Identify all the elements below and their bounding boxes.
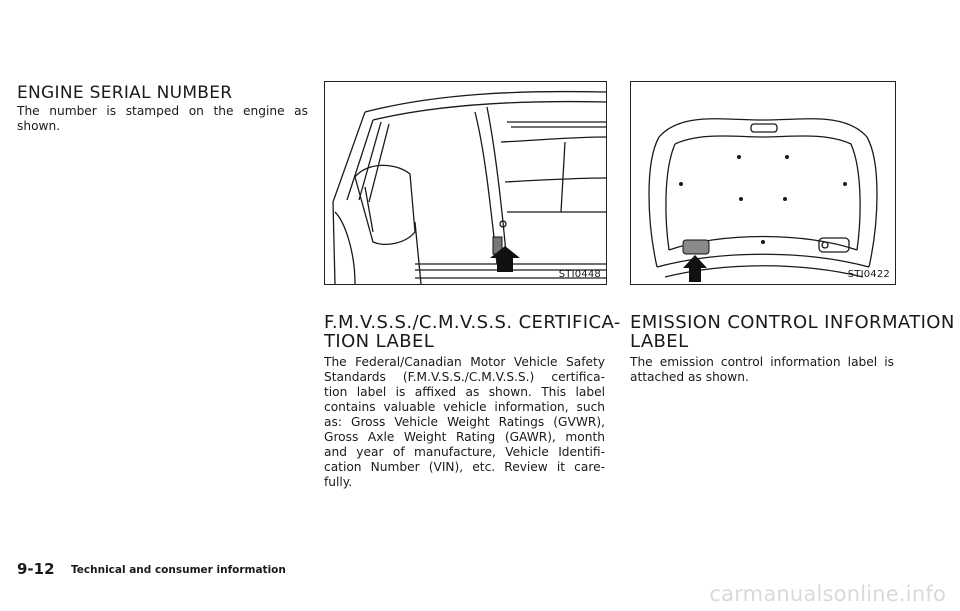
fmvss-line: cation Number (VIN), etc. Review it care- (324, 460, 605, 474)
fmvss-line: Gross Axle Weight Rating (GAWR), month (324, 430, 605, 444)
hood-figure (630, 81, 896, 285)
fmvss-heading-line: F.M.V.S.S./C.M.V.S.S. CERTIFICA- (324, 312, 621, 333)
section-title: Technical and consumer information (71, 564, 286, 576)
door-jamb-figure (324, 81, 607, 285)
page-number: 9-12 (17, 560, 55, 578)
hood-figure-code: STI0422 (847, 269, 890, 280)
emission-text (630, 355, 894, 385)
fmvss-line: Standards (F.M.V.S.S./C.M.V.S.S.) certifica- (324, 370, 605, 384)
engine-serial-line: The number is stamped on the engine as (17, 104, 308, 118)
fmvss-line: as: Gross Vehicle Weight Ratings (GVWR), (324, 415, 605, 429)
emission-heading-line: EMISSION CONTROL INFORMATION (630, 312, 955, 333)
fmvss-heading-line: TION LABEL (324, 331, 435, 352)
door-figure-code: STI0448 (558, 269, 601, 280)
fmvss-line: and year of manufacture, Vehicle Identifi- (324, 445, 605, 459)
watermark: carmanualsonline.info (709, 582, 946, 606)
door-jamb-illustration (325, 82, 606, 284)
emission-line: The emission control information label is (630, 355, 894, 369)
engine-serial-heading: ENGINE SERIAL NUMBER (17, 83, 233, 103)
emission-heading-line: LABEL (630, 331, 689, 352)
fmvss-line: fully. (324, 475, 353, 489)
fmvss-line: tion label is affixed as shown. This label (324, 385, 605, 399)
engine-serial-line: shown. (17, 119, 61, 133)
hood-illustration (631, 82, 895, 284)
engine-serial-text (17, 104, 308, 134)
fmvss-line: contains valuable vehicle information, such (324, 400, 605, 414)
emission-heading (630, 313, 955, 351)
fmvss-line: The Federal/Canadian Motor Vehicle Safety (324, 355, 605, 369)
fmvss-text (324, 355, 605, 490)
fmvss-heading (324, 313, 621, 351)
emission-line: attached as shown. (630, 370, 749, 384)
